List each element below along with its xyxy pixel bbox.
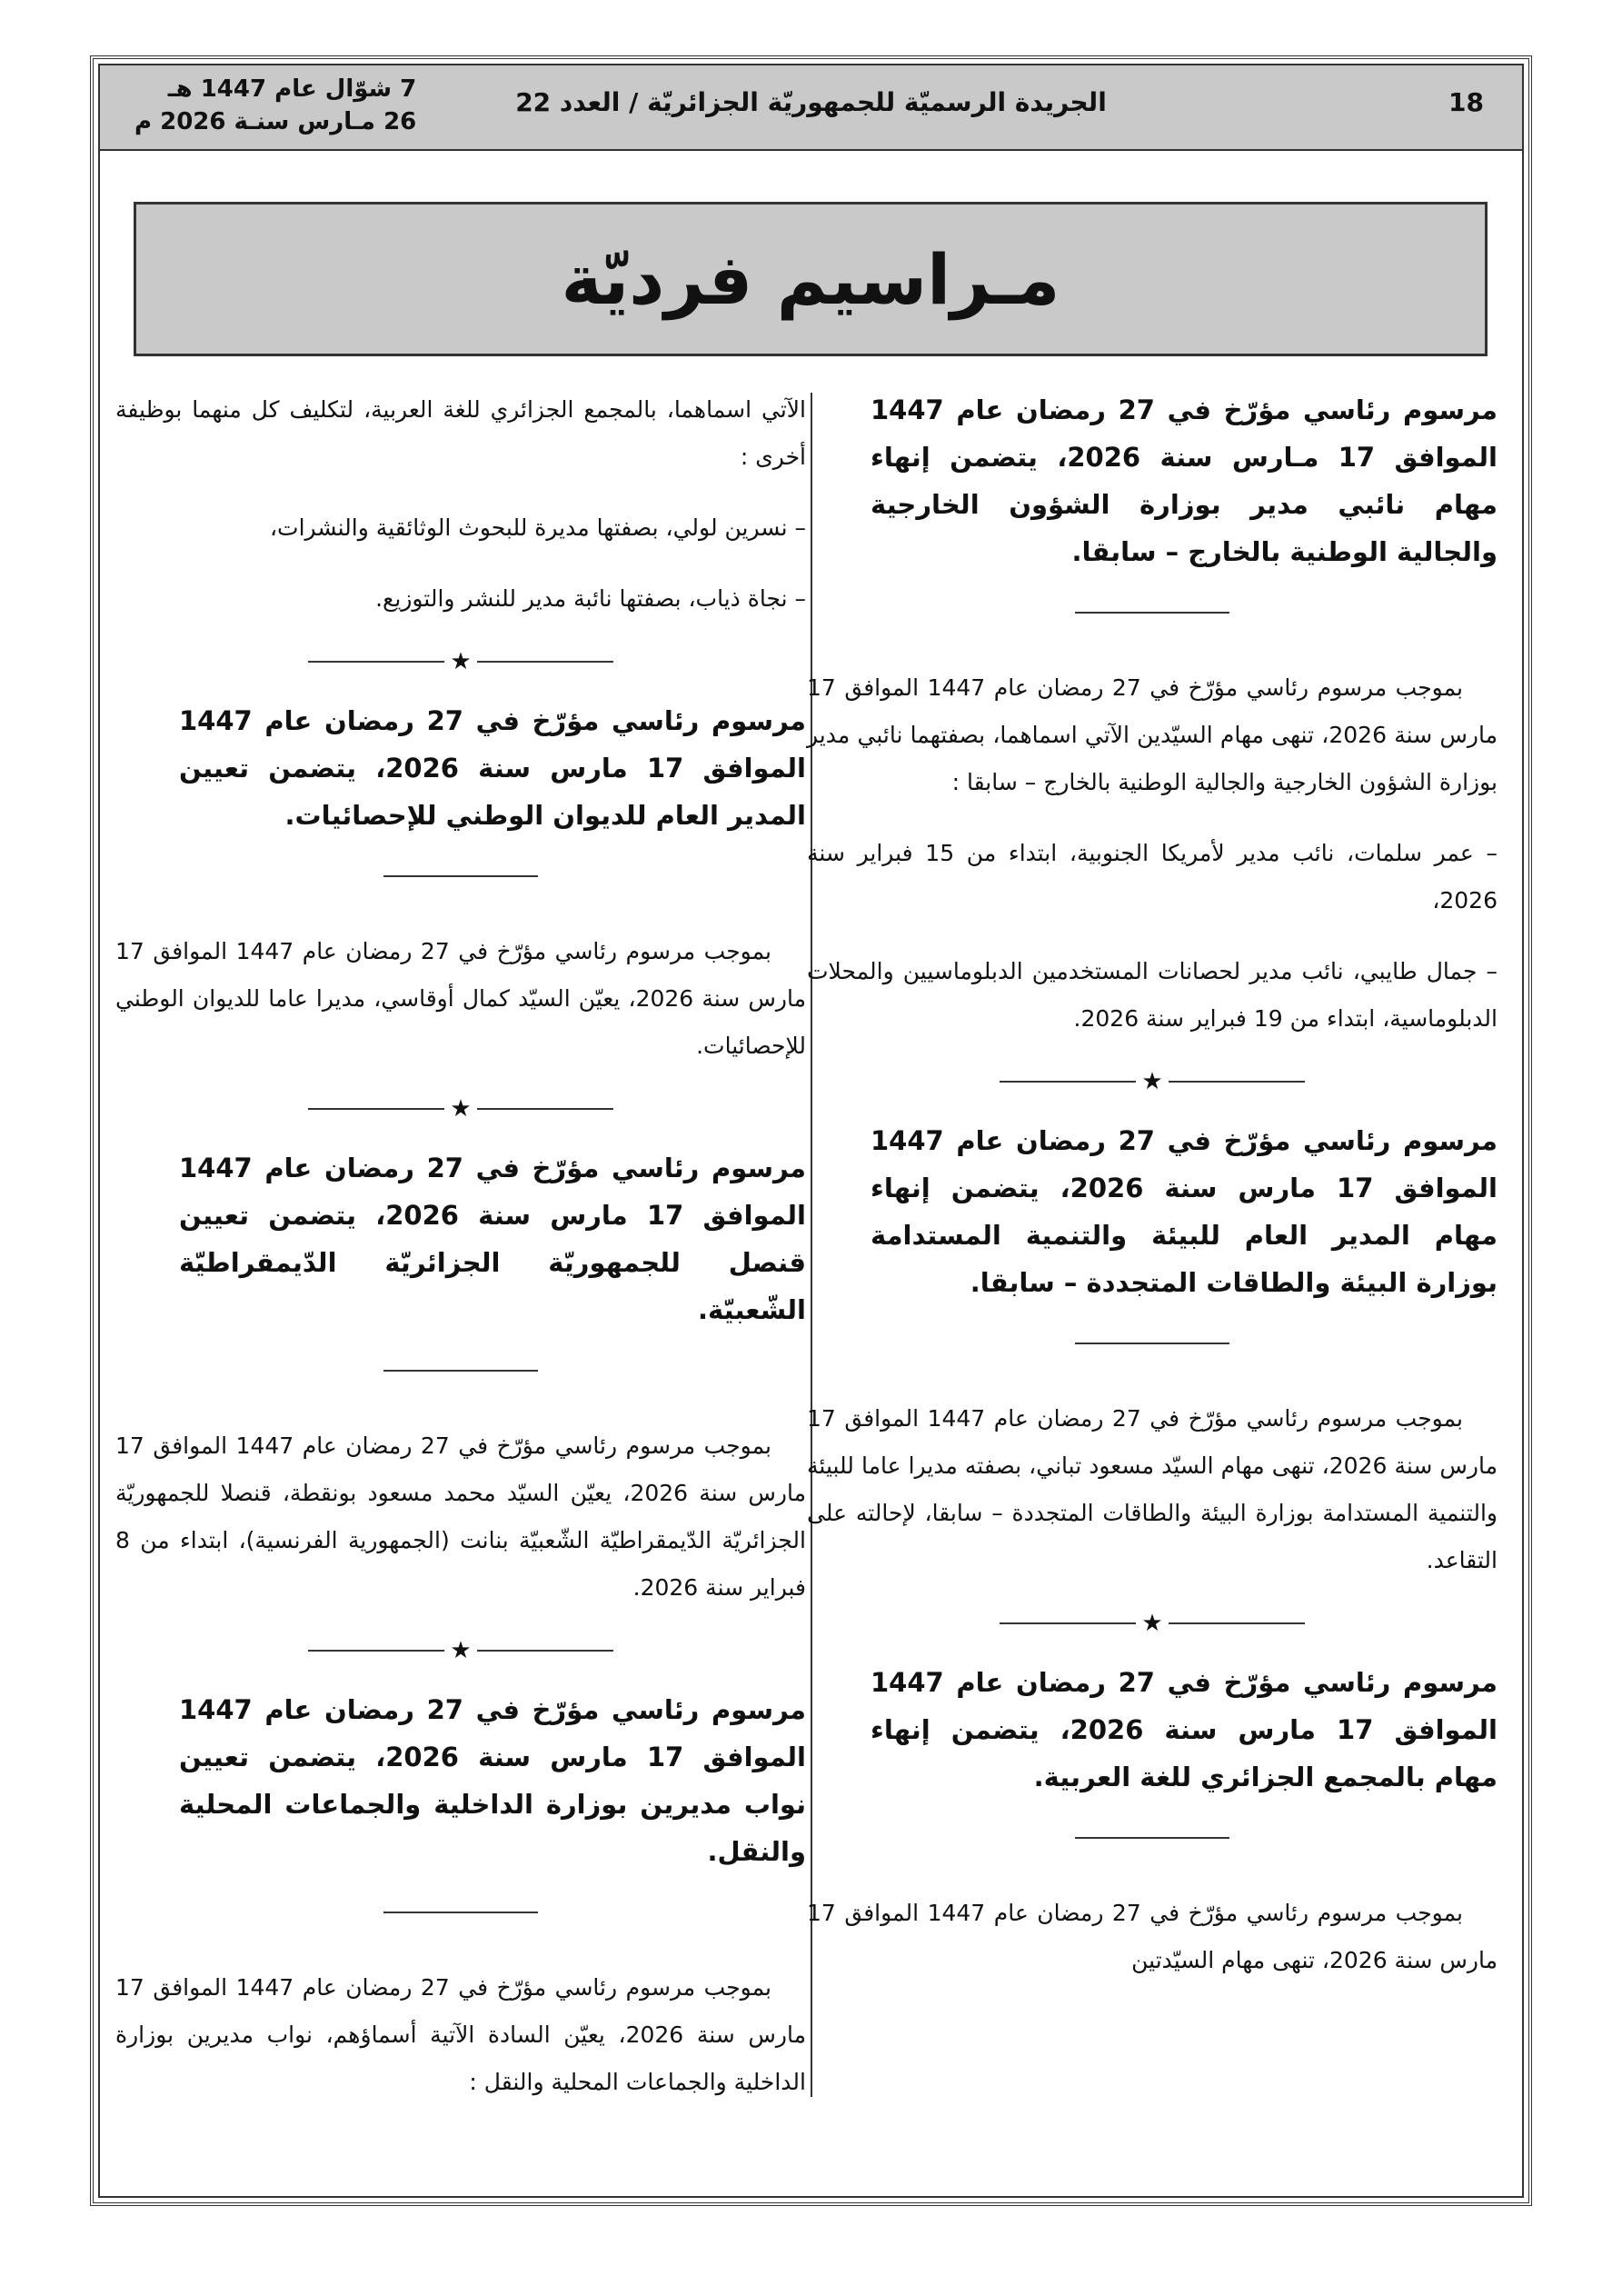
section-title-box	[134, 202, 1488, 356]
short-rule	[1075, 612, 1229, 614]
star-icon: ★	[450, 1095, 472, 1123]
decree-body: الآتي اسماهما، بالمجمع الجزائري للغة العربية، لتكليف كل منهما بوظيفة أخرى :	[115, 396, 806, 470]
issue-dates	[134, 73, 416, 138]
list-item: – نسرين لولي، بصفتها مديرة للبحوث الوثائقية والنشرات،	[269, 514, 806, 541]
star-separator	[115, 1097, 806, 1121]
decree-body: بموجب مرسوم رئاسي مؤرّخ في 27 رمضان عام 1447 الموافق 17 مارس سنة 2026، يعيّن السيّد كمال أوقاسي، مديرا عاما للديوان الوطني للإحصائيات.	[115, 938, 806, 1059]
journal-title: الجريدة الرسميّة للجمهوريّة الجزائريّة / العدد 22	[515, 87, 1107, 117]
decree-body: بموجب مرسوم رئاسي مؤرّخ في 27 رمضان عام 1447 الموافق 17 مارس سنة 2026، تنهى مهام السيّدتين	[807, 1900, 1498, 1973]
list-item: – نجاة ذياب، بصفتها نائبة مدير للنشر والتوزيع.	[375, 585, 806, 612]
list-item: – عمر سلمات، نائب مدير لأمريكا الجنوبية، ابتداء من 15 فبراير سنة 2026،	[807, 840, 1498, 913]
star-icon: ★	[450, 648, 472, 675]
short-rule	[383, 1912, 538, 1913]
decree-body: بموجب مرسوم رئاسي مؤرّخ في 27 رمضان عام 1447 الموافق 17 مارس سنة 2026، يعيّن السيّد محمد مسعود بونقطة، قنصلا للجمهوريّة الجزائريّة الدّيمقراطيّة الشّعبيّة بنانت (الجمهورية الفرنسية)، ابتداء من 8 فبراير سنة 2026.	[115, 1433, 807, 1601]
star-separator	[807, 1612, 1498, 1635]
decree-title: مرسوم رئاسي مؤرّخ في 27 رمضان عام 1447 الموافق 17 مارس سنة 2026، يتضمن تعيين نواب مديرين بوزارة الداخلية والجماعات المحلية والنقل.	[179, 1694, 806, 1867]
star-icon: ★	[450, 1637, 472, 1664]
short-rule	[1075, 1837, 1229, 1839]
star-separator	[115, 1639, 806, 1662]
gregorian-date: 26 مـارس سنـة 2026 م	[134, 108, 417, 135]
decree-body: بموجب مرسوم رئاسي مؤرّخ في 27 رمضان عام 1447 الموافق 17 مارس سنة 2026، يعيّن السادة الآتية أسماؤهم، نواب مديرين بوزارة الداخلية والجماعات المحلية والنقل :	[115, 1974, 806, 2095]
star-separator	[115, 650, 806, 674]
page-number: 18	[1448, 87, 1484, 117]
left-column	[115, 386, 806, 2212]
short-rule	[1075, 1343, 1229, 1344]
star-icon: ★	[1141, 1610, 1163, 1637]
short-rule	[383, 875, 538, 877]
decree-body: بموجب مرسوم رئاسي مؤرّخ في 27 رمضان عام 1447 الموافق 17 مارس سنة 2026، تنهى مهام السيّدين الآتي اسماهما، بصفتهما نائبي مدير بوزارة الشؤون الخارجية والجالية الوطنية بالخارج – سابقا :	[807, 674, 1498, 795]
list-item: – جمال طايبي، نائب مدير لحصانات المستخدمين الدبلوماسيين والمحلات الدبلوماسية، ابتداء من 19 فبراير سنة 2026.	[807, 958, 1498, 1032]
decree-title: مرسوم رئاسي مؤرّخ في 27 رمضان عام 1447 الموافق 17 مارس سنة 2026، يتضمن إنهاء مهام المدير العام للبيئة والتنمية المستدامة بوزارة البيئة والطاقات المتجددة – سابقا.	[871, 1125, 1498, 1298]
star-icon: ★	[1141, 1068, 1163, 1095]
decree-body: بموجب مرسوم رئاسي مؤرّخ في 27 رمضان عام 1447 الموافق 17 مارس سنة 2026، تنهى مهام السيّد مسعود تباني، بصفته مديرا عاما للبيئة والتنمية المستدامة بوزارة البيئة والطاقات المتجددة – سابقا، لإحالته على التقاعد.	[807, 1405, 1498, 1573]
page-title: مـراسيم فرديّة	[561, 238, 1060, 320]
decree-title: مرسوم رئاسي مؤرّخ في 27 رمضان عام 1447 الموافق 17 مارس سنة 2026، يتضمن تعيين المدير العام للديوان الوطني للإحصائيات.	[179, 705, 806, 831]
short-rule	[383, 1370, 538, 1372]
hijri-date: 7 شوّال عام 1447 هـ	[167, 75, 417, 103]
decree-title: مرسوم رئاسي مؤرّخ في 27 رمضان عام 1447 الموافق 17 مارس سنة 2026، يتضمن إنهاء مهام بالمجمع الجزائري للغة العربية.	[871, 1667, 1498, 1792]
star-separator	[807, 1070, 1498, 1093]
running-header	[100, 65, 1522, 151]
decree-title: مرسوم رئاسي مؤرّخ في 27 رمضان عام 1447 الموافق 17 مارس سنة 2026، يتضمن تعيين قنصل للجمهوريّة الجزائريّة الدّيمقراطيّة الشّعبيّة.	[179, 1153, 806, 1325]
decree-title: مرسوم رئاسي مؤرّخ في 27 رمضان عام 1447 الموافق 17 مـارس سنة 2026، يتضمن إنهاء مهام نائبي مدير بوزارة الشؤون الخارجية والجالية الوطنية بالخارج – سابقا.	[871, 394, 1498, 567]
right-column	[807, 386, 1498, 2212]
